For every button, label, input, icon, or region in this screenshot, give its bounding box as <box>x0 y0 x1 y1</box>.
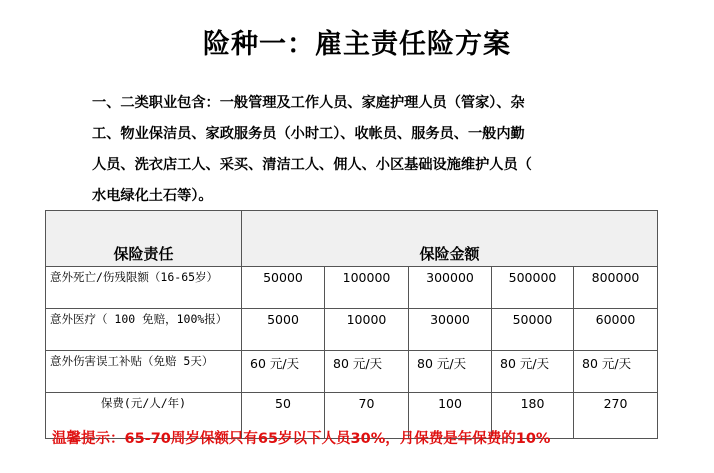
cell-value: 800000 <box>574 267 658 309</box>
cell-value: 50000 <box>242 267 325 309</box>
cell-value: 100000 <box>325 267 409 309</box>
cell-value: 80 元/天 <box>325 351 409 393</box>
cell-value: 180 <box>492 393 574 439</box>
table-row <box>46 267 658 309</box>
intro-line: 一、二类职业包含：一般管理及工作人员、家庭护理人员（管家）、杂 <box>92 95 525 111</box>
cell-value: 50 <box>242 393 325 439</box>
cell-value: 50000 <box>492 309 574 351</box>
cell-value: 270 <box>574 393 658 439</box>
cell-value: 5000 <box>242 309 325 351</box>
table-row <box>46 351 658 393</box>
coverage-table <box>45 210 658 439</box>
warm-tip-note: 温馨提示：65-70周岁保额只有65岁以下人员30%，月保费是年保费的10% <box>52 431 551 447</box>
cell-value: 30000 <box>409 309 492 351</box>
row-label: 意外死亡/伤残限额（16-65岁） <box>46 267 242 309</box>
cell-value: 10000 <box>325 309 409 351</box>
table-header-row <box>46 211 658 267</box>
cell-value: 500000 <box>492 267 574 309</box>
cell-value: 70 <box>325 393 409 439</box>
page-title: 险种一：雇主责任险方案 <box>203 29 511 60</box>
intro-line: 水电绿化土石等）。 <box>92 188 213 204</box>
row-label: 意外医疗（ 100 免赔，100%报） <box>46 309 242 351</box>
cell-value: 80 元/天 <box>409 351 492 393</box>
cell-value: 80 元/天 <box>574 351 658 393</box>
cell-value: 300000 <box>409 267 492 309</box>
cell-value: 100 <box>409 393 492 439</box>
header-amount: 保险金额 <box>242 211 658 267</box>
cell-value: 60000 <box>574 309 658 351</box>
row-label: 保费(元/人/年) <box>46 393 242 439</box>
table-row <box>46 309 658 351</box>
intro-line: 工、物业保洁员、家政服务员（小时工）、收帐员、服务员、一般内勤 <box>92 126 525 142</box>
header-coverage: 保险责任 <box>46 211 242 267</box>
intro-line: 人员、洗衣店工人、采买、清洁工人、佣人、小区基础设施维护人员（ <box>92 157 532 173</box>
cell-value: 60 元/天 <box>242 351 325 393</box>
cell-value: 80 元/天 <box>492 351 574 393</box>
row-label: 意外伤害误工补贴（免赔 5天） <box>46 351 242 393</box>
occupation-intro <box>92 88 632 212</box>
